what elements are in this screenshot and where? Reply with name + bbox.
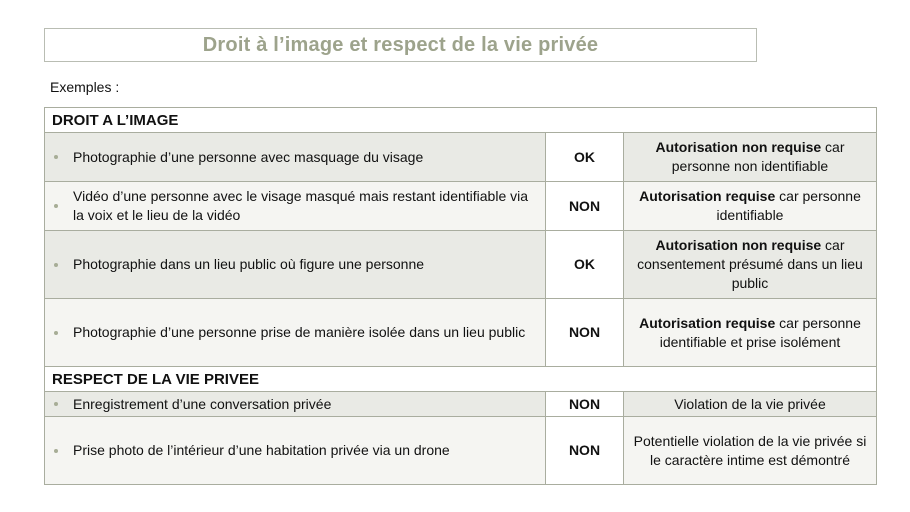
status-cell: NON: [546, 392, 624, 417]
comment-text: Potentielle violation de la vie privée si le caractère intime est démontré: [633, 432, 867, 468]
bullet-icon: [54, 331, 58, 335]
example-text: Photographie d’une personne avec masquage du visage: [73, 148, 424, 165]
comment-cell: [624, 392, 877, 417]
example-text: Photographie dans un lieu public où figure une personne: [73, 256, 425, 272]
comment-text: car personne identifiable et prise isolément: [659, 314, 861, 350]
example-cell: [45, 133, 546, 182]
bullet-icon: [54, 402, 58, 406]
example-cell: [45, 417, 546, 485]
slide-title: Droit à l’image et respect de la vie privée: [202, 33, 599, 56]
comment-text: car consentement présumé dans un lieu public: [637, 237, 863, 291]
comment-bold: Autorisation non requise: [655, 237, 822, 253]
example-cell: [45, 231, 546, 299]
comment-cell: [624, 182, 877, 231]
table-row: [45, 133, 877, 182]
status-cell: OK: [546, 133, 624, 182]
bullet-icon: [54, 263, 58, 267]
comment-bold: Autorisation requise: [639, 314, 776, 331]
comment-cell: [624, 133, 877, 182]
table-row: [45, 417, 877, 485]
bullet-icon: [54, 204, 58, 208]
example-cell: [45, 392, 546, 417]
table-row: [45, 231, 877, 299]
example-text: Enregistrement d’une conversation privée: [73, 395, 332, 412]
status-cell: NON: [546, 417, 624, 485]
comment-text: car personne identifiable: [716, 188, 861, 223]
bullet-icon: [54, 449, 58, 453]
table-row: [45, 299, 877, 367]
section-heading: RESPECT DE LA VIE PRIVEE: [45, 367, 877, 392]
comment-cell: [624, 231, 877, 299]
example-text: Vidéo d’une personne avec le visage masqué mais restant identifiable via la voix et le lieu de la vidéo: [73, 188, 529, 223]
section-header-vie-privee: [45, 367, 877, 392]
comment-bold: Autorisation non requise: [655, 139, 822, 155]
comment-cell: [624, 417, 877, 485]
examples-label: Exemples :: [50, 79, 120, 95]
section-heading: DROIT A L’IMAGE: [45, 108, 877, 133]
bullet-icon: [54, 155, 58, 159]
comment-text: car personne non identifiable: [671, 139, 845, 174]
comment-text: Violation de la vie privée: [674, 395, 826, 412]
example-text: Photographie d’une personne prise de manière isolée dans un lieu public: [73, 324, 526, 340]
section-header-droit-image: [45, 108, 877, 133]
comment-bold: Autorisation requise: [639, 188, 776, 204]
table-row: [45, 392, 877, 417]
status-cell: NON: [546, 182, 624, 231]
status-cell: NON: [546, 299, 624, 367]
status-cell: OK: [546, 231, 624, 299]
slide-title-box: [44, 28, 757, 62]
example-cell: [45, 182, 546, 231]
comment-cell: [624, 299, 877, 367]
table-row: [45, 182, 877, 231]
examples-table: [44, 107, 877, 485]
example-cell: [45, 299, 546, 367]
example-text: Prise photo de l’intérieur d’une habitation privée via un drone: [73, 442, 450, 458]
